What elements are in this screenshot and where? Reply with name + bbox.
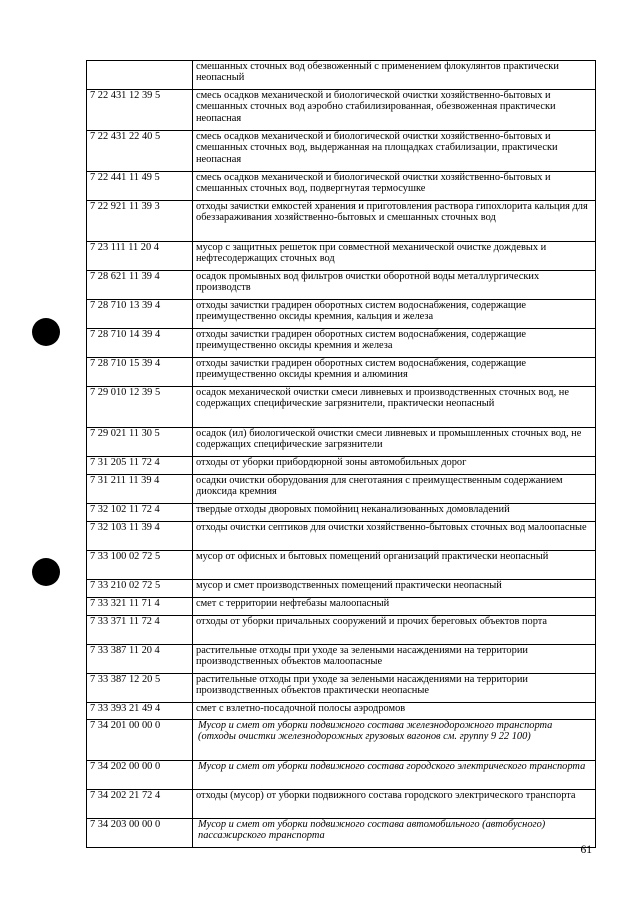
waste-code-cell: 7 28 710 14 39 4	[87, 329, 193, 358]
table-row	[87, 598, 596, 616]
table-row	[87, 819, 596, 848]
table-row	[87, 358, 596, 387]
waste-code-cell: 7 28 621 11 39 4	[87, 271, 193, 300]
waste-description-cell: смесь осадков механической и биологической очистки хозяйственно-бытовых и смешанных сточных вод аэробно стабилизированная, обезвоженная практически неопасная	[193, 90, 596, 131]
waste-description-cell: мусор с защитных решеток при совместной механической очистке дождевых и нефтесодержащих сточных вод	[193, 242, 596, 271]
waste-description-cell: отходы зачистки градирен оборотных систем водоснабжения, содержащие преимущественно оксиды кремния, кальция и железа	[193, 300, 596, 329]
waste-code-cell: 7 22 431 12 39 5	[87, 90, 193, 131]
table-row	[87, 329, 596, 358]
table-row	[87, 387, 596, 428]
waste-code-cell: 7 33 210 02 72 5	[87, 580, 193, 598]
table-row	[87, 616, 596, 645]
table-row	[87, 428, 596, 457]
table-row	[87, 300, 596, 329]
binder-hole-1	[32, 318, 60, 346]
waste-description-cell: отходы зачистки градирен оборотных систем водоснабжения, содержащие преимущественно оксиды кремния и железа	[193, 329, 596, 358]
waste-code-cell: 7 33 371 11 72 4	[87, 616, 193, 645]
waste-code-cell: 7 34 201 00 00 0	[87, 720, 193, 761]
group-title-cell: Мусор и смет от уборки подвижного состава автомобильного (автобусного) пассажирского транспорта	[193, 819, 596, 848]
waste-description-cell: смешанных сточных вод обезвоженный с применением флокулянтов практически неопасный	[193, 61, 596, 90]
table-row	[87, 475, 596, 504]
waste-classification-table	[86, 60, 596, 848]
waste-description-cell: осадок механической очистки смеси ливневых и производственных сточных вод, не содержащих специфические загрязнители, практически неопасный	[193, 387, 596, 428]
table-row	[87, 457, 596, 475]
table-row	[87, 172, 596, 201]
table-row	[87, 504, 596, 522]
waste-code-cell: 7 22 431 22 40 5	[87, 131, 193, 172]
waste-code-cell: 7 22 441 11 49 5	[87, 172, 193, 201]
table-row	[87, 703, 596, 720]
waste-code-cell: 7 31 205 11 72 4	[87, 457, 193, 475]
waste-description-cell: смесь осадков механической и биологической очистки хозяйственно-бытовых и смешанных сточных вод, подвергнутая термосушке	[193, 172, 596, 201]
waste-description-cell: отходы от уборки прибордюрной зоны автомобильных дорог	[193, 457, 596, 475]
table-row	[87, 61, 596, 90]
table-row	[87, 131, 596, 172]
waste-code-cell: 7 34 203 00 00 0	[87, 819, 193, 848]
waste-code-cell: 7 32 103 11 39 4	[87, 522, 193, 551]
table-row	[87, 674, 596, 703]
waste-description-cell: отходы очистки септиков для очистки хозяйственно-бытовых сточных вод малоопасные	[193, 522, 596, 551]
waste-description-cell: осадки очистки оборудования для снеготаяния с преимущественным содержанием диоксида кремния	[193, 475, 596, 504]
waste-code-cell: 7 29 010 12 39 5	[87, 387, 193, 428]
table-row	[87, 790, 596, 819]
waste-code-cell: 7 33 393 21 49 4	[87, 703, 193, 720]
waste-code-cell: 7 34 202 00 00 0	[87, 761, 193, 790]
table-row	[87, 242, 596, 271]
table-row	[87, 645, 596, 674]
waste-code-cell: 7 28 710 13 39 4	[87, 300, 193, 329]
waste-code-cell: 7 33 100 02 72 5	[87, 551, 193, 580]
table-row	[87, 580, 596, 598]
table-row	[87, 90, 596, 131]
waste-description-cell: смесь осадков механической и биологической очистки хозяйственно-бытовых и смешанных сточных вод, выдержанная на площадках стабилизации, практически неопасная	[193, 131, 596, 172]
waste-code-cell: 7 29 021 11 30 5	[87, 428, 193, 457]
waste-code-cell: 7 31 211 11 39 4	[87, 475, 193, 504]
waste-code-cell	[87, 61, 193, 90]
waste-code-cell: 7 33 321 11 71 4	[87, 598, 193, 616]
waste-code-cell: 7 23 111 11 20 4	[87, 242, 193, 271]
binder-hole-2	[32, 558, 60, 586]
waste-description-cell: смет с взлетно-посадочной полосы аэродромов	[193, 703, 596, 720]
table-row	[87, 761, 596, 790]
table-row	[87, 522, 596, 551]
group-title-cell: Мусор и смет от уборки подвижного состава городского электрического транспорта	[193, 761, 596, 790]
waste-description-cell: осадок (ил) биологической очистки смеси ливневых и промышленных сточных вод, не содержащих специфические загрязнители	[193, 428, 596, 457]
waste-description-cell: растительные отходы при уходе за зелеными насаждениями на территории производственных объектов малоопасные	[193, 645, 596, 674]
page-number: 61	[580, 844, 592, 856]
waste-description-cell: растительные отходы при уходе за зелеными насаждениями на территории производственных объектов практически неопасные	[193, 674, 596, 703]
waste-code-cell: 7 33 387 11 20 4	[87, 645, 193, 674]
table-body	[87, 61, 596, 848]
group-title-cell: Мусор и смет от уборки подвижного состава железнодорожного транспорта (отходы очистки железнодорожных грузовых вагонов см. группу 9 22 100)	[193, 720, 596, 761]
table-row	[87, 271, 596, 300]
table-row	[87, 201, 596, 242]
waste-description-cell: отходы от уборки причальных сооружений и прочих береговых объектов порта	[193, 616, 596, 645]
table-row	[87, 720, 596, 761]
waste-description-cell: мусор от офисных и бытовых помещений организаций практически неопасный	[193, 551, 596, 580]
waste-code-cell: 7 32 102 11 72 4	[87, 504, 193, 522]
waste-description-cell: отходы (мусор) от уборки подвижного состава городского электрического транспорта	[193, 790, 596, 819]
waste-code-cell: 7 34 202 21 72 4	[87, 790, 193, 819]
waste-code-cell: 7 33 387 12 20 5	[87, 674, 193, 703]
waste-code-cell: 7 22 921 11 39 3	[87, 201, 193, 242]
waste-description-cell: твердые отходы дворовых помойниц неканализованных домовладений	[193, 504, 596, 522]
waste-code-cell: 7 28 710 15 39 4	[87, 358, 193, 387]
waste-description-cell: мусор и смет производственных помещений практически неопасный	[193, 580, 596, 598]
waste-description-cell: отходы зачистки градирен оборотных систем водоснабжения, содержащие преимущественно оксиды кремния и алюминия	[193, 358, 596, 387]
waste-description-cell: отходы зачистки емкостей хранения и приготовления раствора гипохлорита кальция для обеззараживания хозяйственно-бытовых и смешанных сточных вод	[193, 201, 596, 242]
table-row	[87, 551, 596, 580]
waste-description-cell: смет с территории нефтебазы малоопасный	[193, 598, 596, 616]
waste-description-cell: осадок промывных вод фильтров очистки оборотной воды металлургических производств	[193, 271, 596, 300]
